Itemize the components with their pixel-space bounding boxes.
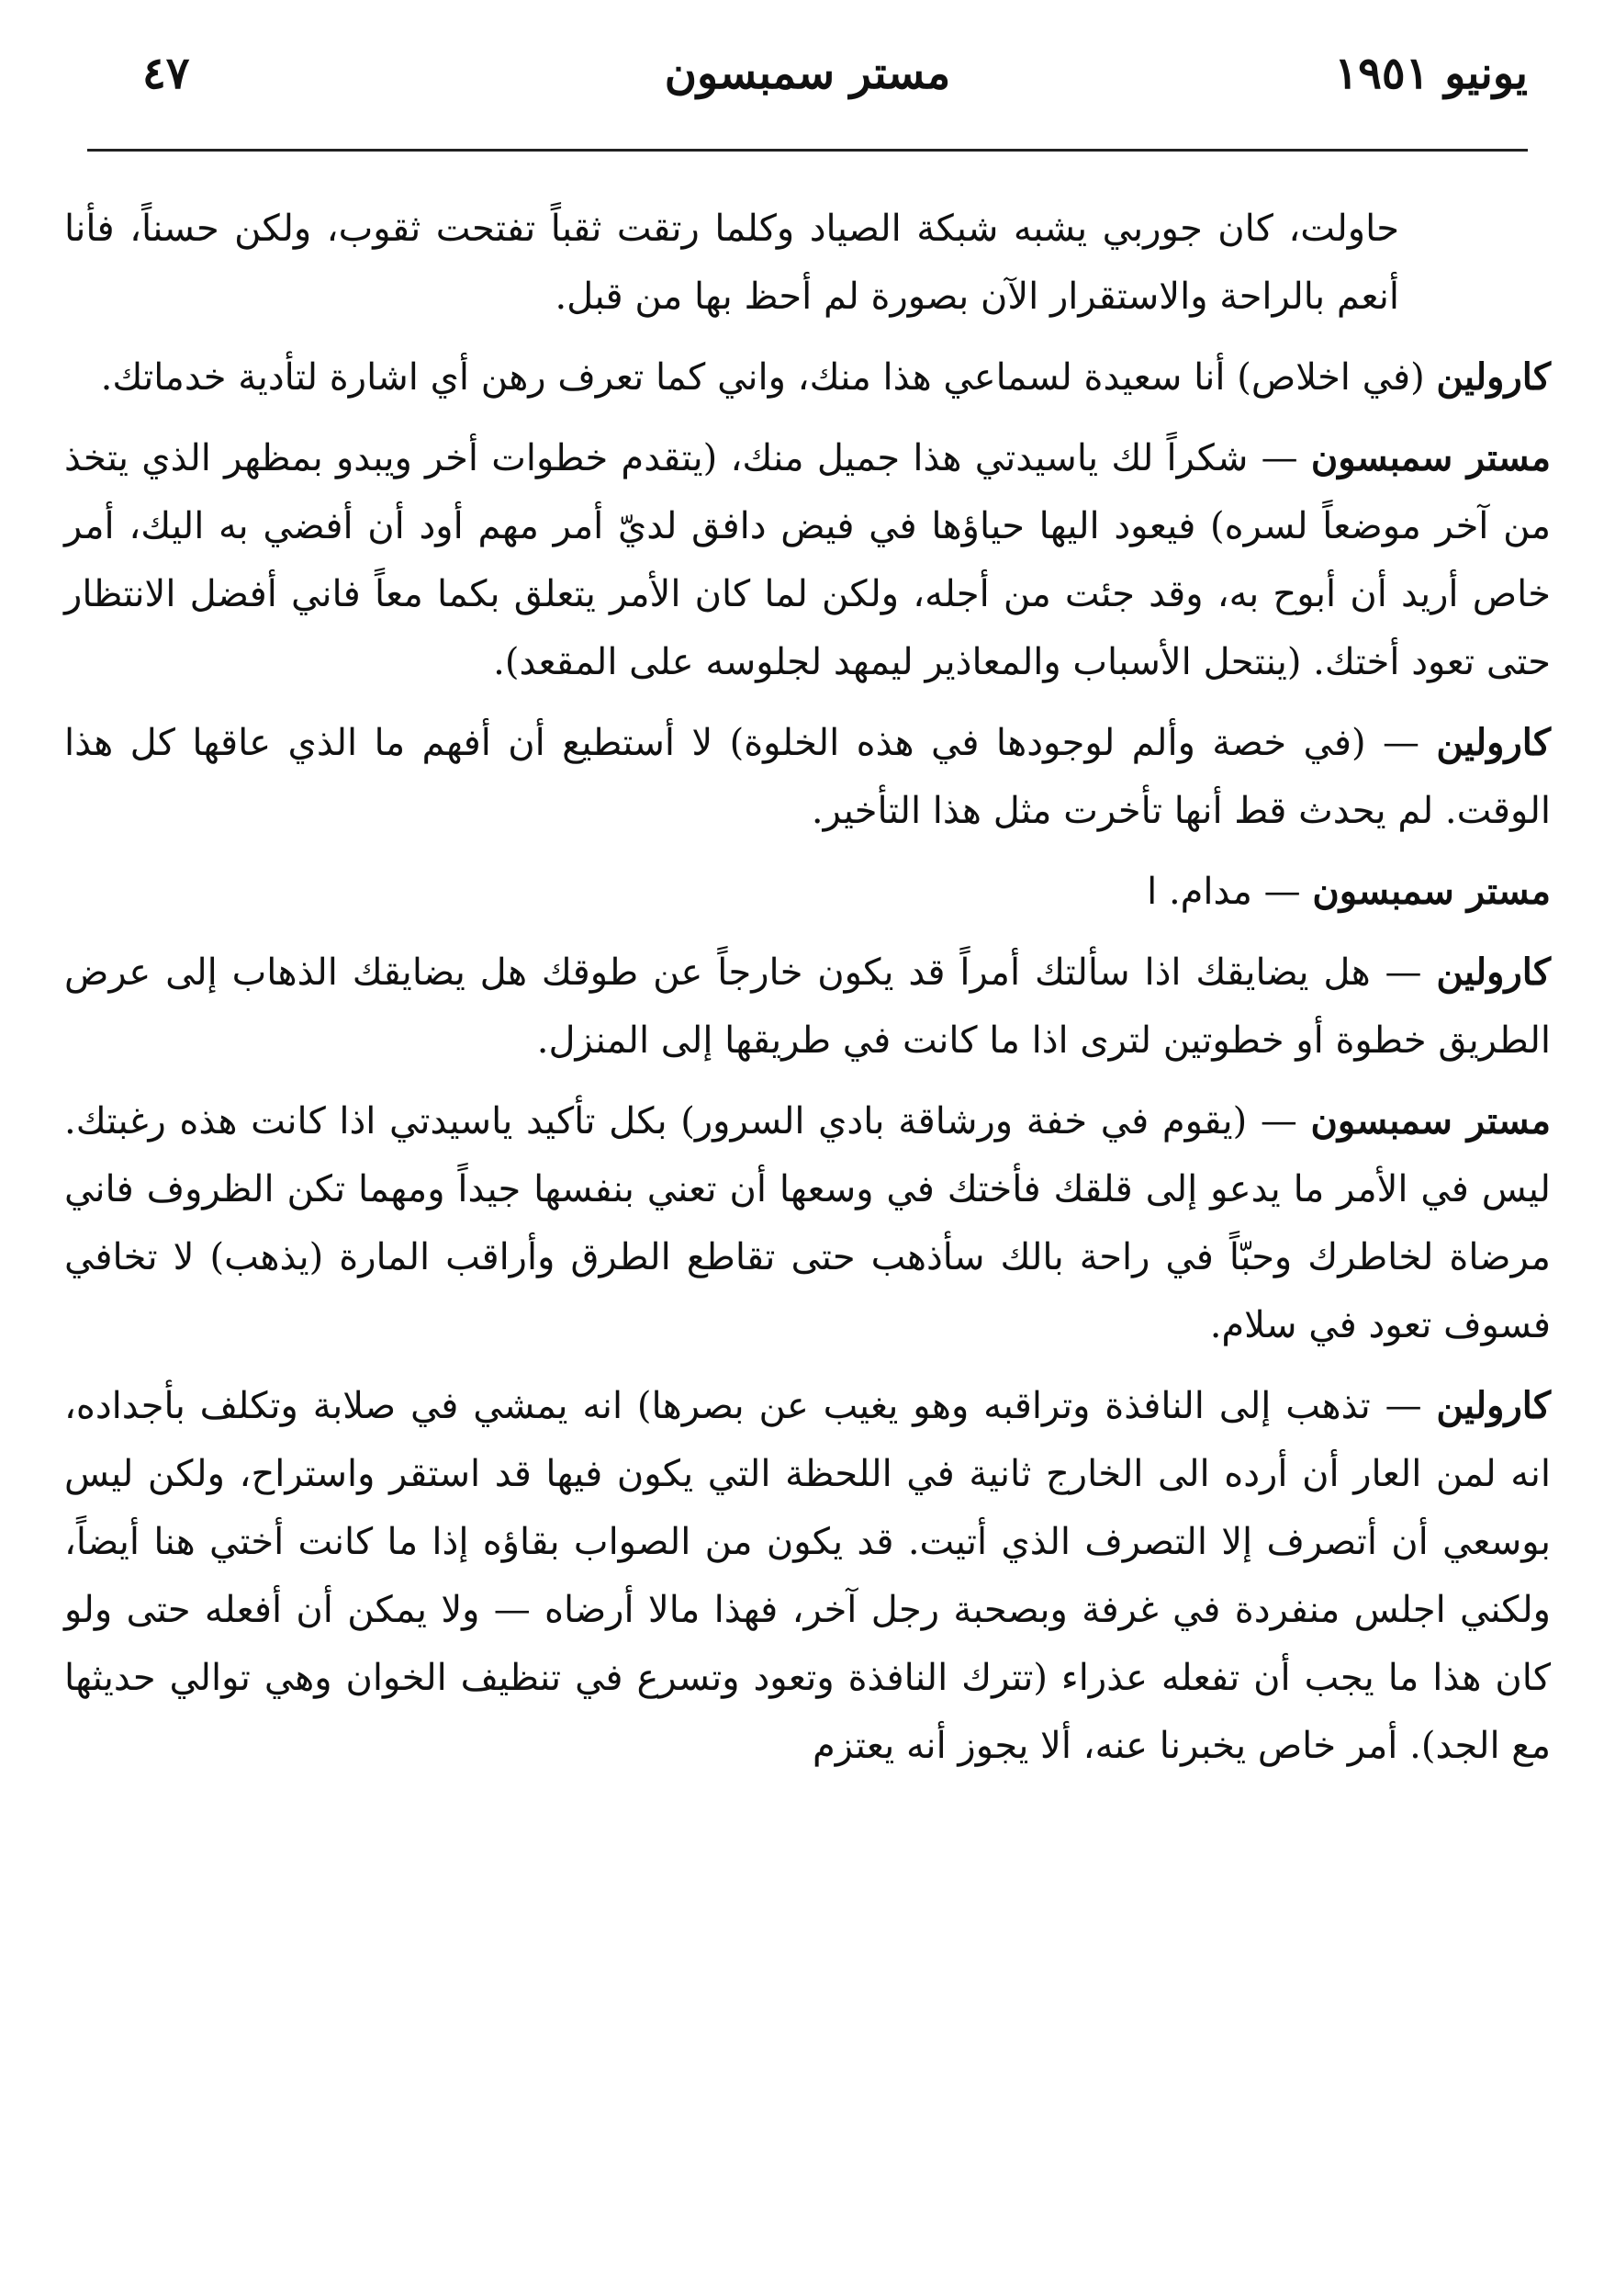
speaker-name: مستر سمبسون — [1310, 436, 1552, 479]
paragraph-text: (في اخلاص) أنا سعيدة لسماعي هذا منك، واني كما تعرف رهن أي اشارة لتأدية خدماتك. — [100, 356, 1425, 399]
paragraph — [64, 343, 1551, 411]
page-number: ٤٧ — [142, 48, 190, 99]
paragraph-text: حاولت، كان جوربي يشبه شبكة الصياد وكلما رتقت ثقباً تفتحت ثقوب، ولكن حسناً، فأنا أنعم بالراحة والاستقرار الآن بصورة لم أحظ بها من قبل. — [64, 208, 1399, 318]
paragraph-text: — شكراً لك ياسيدتي هذا جميل منك، (يتقدم خطوات أخر ويبدو بمظهر الذي يتخذ من آخر موضعاً لسره) فيعود اليها حياؤها في فيض دافق لديّ أمر مهم أود أن أفضي به اليك، أمر خاص أريد أن أبوح به، وقد جئت من أجله، ولكن لما كان الأمر يتعلق بكما معاً فاني أفضل الانتظار حتى تعود أختك. (ينتحل الأسباب والمعاذير ليمهد لجلوسه على المقعد). — [64, 437, 1551, 683]
page-body — [64, 195, 1551, 1793]
speaker-name: مستر سمبسون — [1310, 1099, 1552, 1142]
header-date: يونيو ١٩٥١ — [1334, 48, 1528, 99]
speaker-name: مستر سمبسون — [1312, 870, 1551, 913]
paragraph — [64, 939, 1551, 1075]
paragraph-text: — (في خصة وألم لوجودها في هذه الخلوة) لا أستطيع أن أفهم ما الذي عاقها كل هذا الوقت. لم يحدث قط أنها تأخرت مثل هذا التأخير. — [64, 722, 1551, 832]
paragraph-text: — (يقوم في خفة ورشاقة بادي السرور) بكل تأكيد ياسيدتي اذا كانت هذه رغبتك. ليس في الأمر ما يدعو إلى قلقك فأختك في وسعها أن تعني بنفسها جيداً ومهما تكن الظروف فاني مرضاة لخاطرك وحبّاً في راحة بالك سأذهب حتى تقاطع الطرق وأراقب المارة (يذهب) لا تخافي فسوف تعود في سلام. — [64, 1100, 1551, 1346]
paragraph — [64, 195, 1551, 331]
header-rule — [87, 149, 1528, 152]
speaker-name: كارولين — [1436, 1384, 1551, 1427]
speaker-name: كارولين — [1436, 721, 1551, 764]
paragraph — [64, 424, 1551, 696]
paragraph — [64, 1372, 1551, 1780]
paragraph-text: — مدام. ا — [1147, 871, 1301, 913]
paragraph — [64, 858, 1551, 926]
header-title: مستر سمبسون — [664, 48, 951, 99]
paragraph — [64, 1087, 1551, 1359]
paragraph-text: — هل يضايقك اذا سألتك أمراً قد يكون خارجاً عن طوقك هل يضايقك الذهاب إلى عرض الطريق خطوة أو خطوتين لترى اذا ما كانت في طريقها إلى المنزل. — [64, 951, 1551, 1062]
paragraph — [64, 709, 1551, 845]
speaker-name: كارولين — [1436, 355, 1551, 399]
speaker-name: كارولين — [1436, 951, 1551, 994]
paragraph-text: — تذهب إلى النافذة وتراقبه وهو يغيب عن بصرها) انه يمشي في صلابة وتكلف بأجداده، انه لمن العار أن أرده الى الخارج ثانية في اللحظة التي يكون فيها قد استقر واستراح، ولكن ليس بوسعي أن أتصرف إلا التصرف الذي أتيت. قد يكون من الصواب بقاؤه إذا ما كانت أختي هنا أيضاً، ولكني اجلس منفردة في غرفة وبصحبة رجل آخر، فهذا مالا أرضاه — ولا يمكن أن أفعله حتى ولو كان هذا ما يجب أن تفعله عذراء (تترك النافذة وتعود وتسرع في تنظيف الخوان وهي توالي حديثها مع الجد). أمر خاص يخبرنا عنه، ألا يجوز أنه يعتزم — [64, 1385, 1551, 1767]
page-header — [87, 48, 1528, 112]
